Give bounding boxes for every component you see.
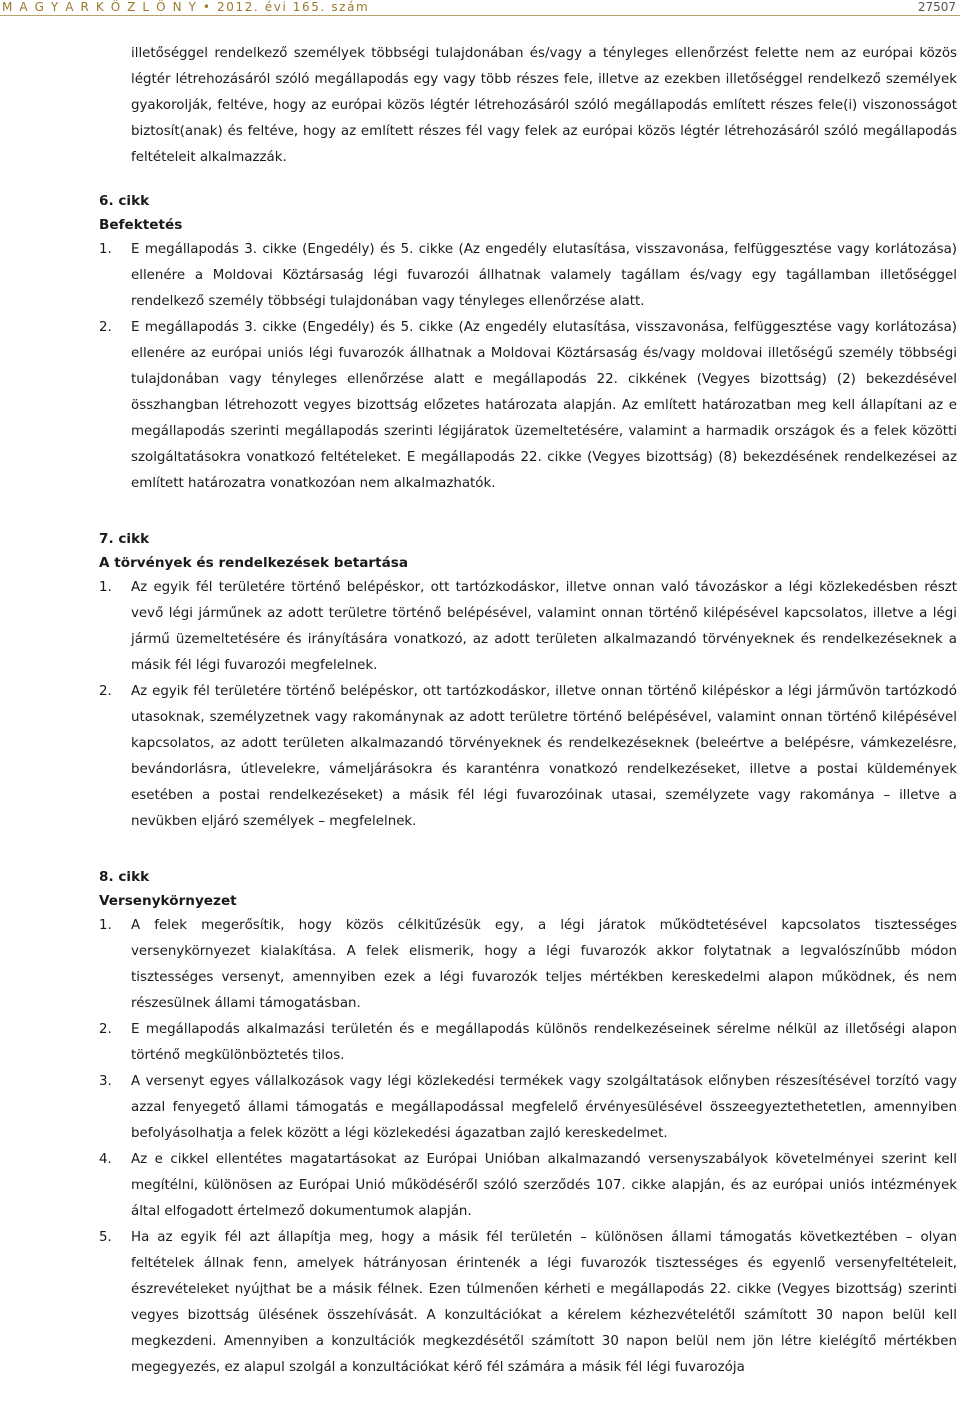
list-item xyxy=(99,575,957,679)
list-item xyxy=(99,1225,957,1381)
article-number: 8. cikk xyxy=(99,869,150,885)
article-6 xyxy=(99,189,957,497)
item-number: 2. xyxy=(99,684,112,699)
item-text: A versenyt egyes vállalkozások vagy légi közlekedési termékek vagy szolgáltatások előnyben részesítésével torzító vagy azzal fenyegető állami támogatás e megállapodással megfelelő érvényesülésével összeegyeztethetetlen, amennyiben befolyásolhatja a felek között a légi közlekedési ágazatban zajló kereskedelmet. xyxy=(131,1074,957,1141)
item-number: 5. xyxy=(99,1230,112,1245)
intro-paragraph: illetőséggel rendelkező személyek többségi tulajdonában és/vagy a tényleges ellenőrzést felette nem az európai közös légtér létrehozásáról szóló megállapodás egy vagy több részes fele, illetve az ezekben illetőséggel rendelkező személyek gyakorolják, feltéve, hogy az európai közös légtér létrehozásáról szóló megállapodás említett részes fele(i) viszonosságot biztosít(anak) és feltéve, hogy az említett részes fél vagy felek az európai közös légtér létrehozásáról szóló megállapodás feltételeit alkalmazzák. xyxy=(131,46,957,165)
article-number: 6. cikk xyxy=(99,193,150,209)
list-item xyxy=(99,1147,957,1225)
item-number: 4. xyxy=(99,1152,112,1167)
item-number: 2. xyxy=(99,320,112,335)
item-number: 1. xyxy=(99,918,112,933)
header-rule xyxy=(0,15,960,16)
list-item xyxy=(99,1069,957,1147)
item-number: 1. xyxy=(99,242,112,257)
item-text: E megállapodás 3. cikke (Engedély) és 5. cikke (Az engedély elutasítása, visszavonása, felfüggesztése vagy korlátozása) ellenére az európai uniós légi fuvarozók állhatnak a Moldovai Köztársaság és/vagy moldovai illetőségű személy többségi tulajdonában vagy tényleges ellenőrzése alatt e megállapodás 22. cikkének (Vegyes bizottság) (2) bekezdésével összhangban létrehozott vegyes bizottság előzetes határozata alapján. Az említett határozatban meg kell állapítani az e megállapodás szerinti megállapodás szerinti légijáratok üzemeltetésére, valamint a harmadik országok és a felek közötti szolgáltatásokra vonatkozó feltételeket. E megállapodás 22. cikke (Vegyes bizottság) (8) bekezdésének rendelkezései az említett határozatra vonatkozóan nem alkalmazhatók. xyxy=(131,320,957,491)
article-7 xyxy=(99,527,957,835)
item-text: Ha az egyik fél azt állapítja meg, hogy a másik fél területén – különösen állami támogatás következtében – olyan feltételek állnak fenn, amelyek hátrányosan érintenék a légi fuvarozók tisztességes és egyenlő versenyfeltételeit, észrevételeket nyújthat be a másik félnek. Ezen túlmenően kérheti e megállapodás 22. cikke (Vegyes bizottság) szerinti vegyes bizottság ülésének összehívását. A konzultációkat a kérelem kézhezvételétől számított 30 napon belül kell megkezdeni. Amennyiben a konzultációk megkezdésétől számított 30 napon belül nem jön létre kielégítő mértékben megegyezés, ez alapul szolgál a konzultációkat kérő fél számára a másik fél légi fuvarozója xyxy=(131,1230,957,1375)
item-text: Az egyik fél területére történő belépéskor, ott tartózkodáskor, illetve onnan történő kilépéskor a légi járművön tartózkodó utasoknak, személyzetnek vagy rakománynak az adott területre történő belépésével, valamint onnan történő kilépésével kapcsolatos, az adott területen alkalmazandó törvényeknek és rendelkezéseknek (beleértve a belépésre, vámkezelésre, bevándorlásra, útlevelekre, vámeljárásokra és karanténra vonatkozó rendelkezéseket, illetve a postai küldemények esetében a postai rendelkezéseket) a másik fél légi fuvarozóinak utasai, személyzete vagy rakománya – illetve a nevükben eljáró személyek – megfelelnek. xyxy=(131,684,957,829)
list-item xyxy=(99,237,957,315)
item-text: E megállapodás 3. cikke (Engedély) és 5. cikke (Az engedély elutasítása, visszavonása, felfüggesztése vagy korlátozása) ellenére a Moldovai Köztársaság légi fuvarozói állhatnak valamely tagállam és/vagy egy tagállamban illetőséggel rendelkező személy többségi tulajdonában vagy tényleges ellenőrzése alatt. xyxy=(131,242,957,309)
item-number: 3. xyxy=(99,1074,112,1089)
article-8 xyxy=(99,865,957,1381)
list-item xyxy=(99,913,957,1017)
article-title: Befektetés xyxy=(99,217,183,233)
article-title: Versenykörnyezet xyxy=(99,893,237,909)
article-title: A törvények és rendelkezések betartása xyxy=(99,555,409,571)
item-text: Az e cikkel ellentétes magatartásokat az Európai Unióban alkalmazandó versenyszabályok követelményei szerint kell megítélni, különösen az Európai Unió működéséről szóló szerződés 107. cikke alapján, és az európai uniós intézmények által elfogadott értelmező dokumentumok alapján. xyxy=(131,1152,957,1219)
page-number: 27507 xyxy=(917,0,956,14)
publication-title: M A G Y A R K Ö Z L Ö N Y • 2012. évi 165. szám xyxy=(2,0,370,14)
item-number: 1. xyxy=(99,580,112,595)
document-body xyxy=(99,41,957,1381)
item-number: 2. xyxy=(99,1022,112,1037)
list-item xyxy=(99,1017,957,1069)
list-item xyxy=(99,315,957,497)
article-number: 7. cikk xyxy=(99,531,150,547)
item-text: Az egyik fél területére történő belépéskor, ott tartózkodáskor, illetve onnan való távozáskor a légi közlekedésben részt vevő légi járműnek az adott területre történő belépésével, valamint onnan történő kilépésével kapcsolatos, illetve a légi jármű üzemeltetésére és irányítására vonatkozó, az adott területen alkalmazandó törvényeknek és rendelkezéseknek a másik fél légi fuvarozói megfelelnek. xyxy=(131,580,957,673)
item-text: E megállapodás alkalmazási területén és e megállapodás különös rendelkezéseinek sérelme nélkül az illetőségi alapon történő megkülönböztetés tilos. xyxy=(131,1022,957,1063)
item-text: A felek megerősítik, hogy közös célkitűzésük egy, a légi járatok működtetésével kapcsolatos tisztességes versenykörnyezet kialakítása. A felek elismerik, hogy a légi fuvarozók akkor folytatnak a legvalószínűbb módon tisztességes versenyt, amennyiben ezek a légi fuvarozók teljes mértékben kereskedelmi alapon működnek, és nem részesülnek állami támogatásban. xyxy=(131,918,957,1011)
list-item xyxy=(99,679,957,835)
